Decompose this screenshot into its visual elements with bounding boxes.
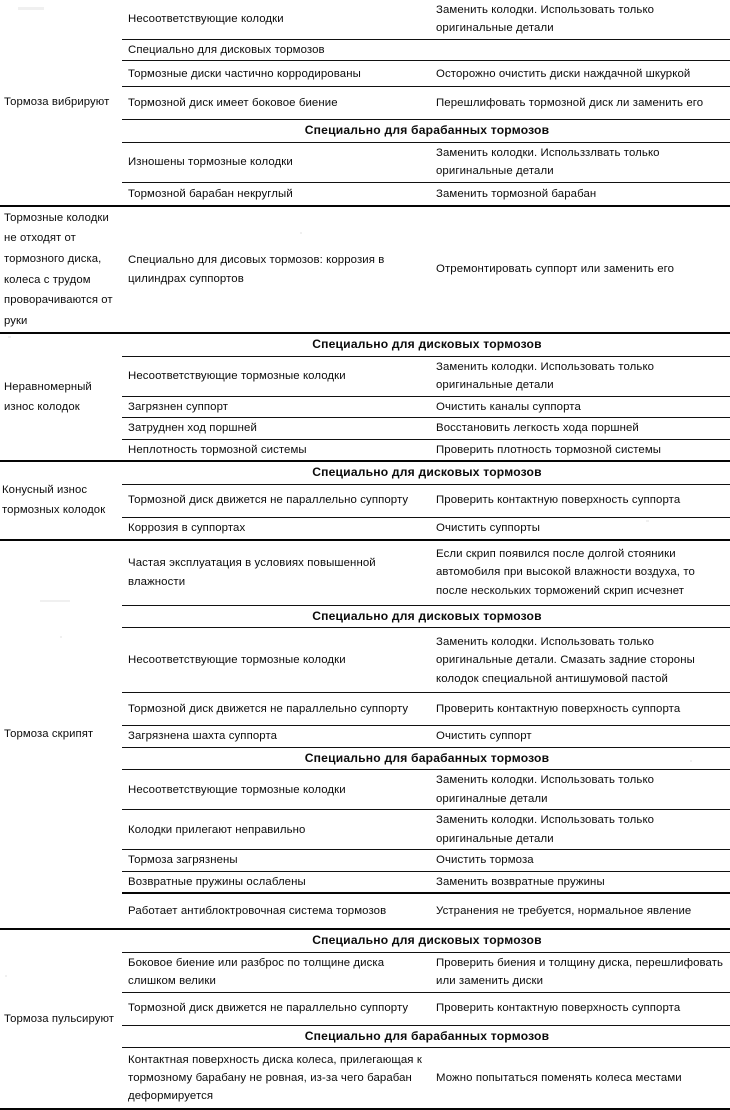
remedy-cell: Очистить тормоза — [430, 850, 730, 871]
remedy-cell: Заменить колодки. Использовать только оригинальные детали. Смазать задние стороны колодок специальной антишумовой пастой — [430, 628, 730, 693]
section-header-drum: Специально для барабанных тормозов — [122, 747, 730, 770]
section-header-drum: Специально для барабанных тормозов — [122, 1025, 730, 1048]
section-header-disc: Специально для дисковых тормозов — [122, 605, 730, 628]
table-row-section — [0, 929, 730, 952]
cause-cell: Тормоза загрязнены — [122, 850, 430, 871]
remedy-cell: Проверить контактную поверхность суппорта — [430, 484, 730, 517]
remedy-cell: Проверить плотность тормозной системы — [430, 439, 730, 461]
symptom-cell-1: Тормоза вибрируют — [4, 96, 110, 109]
remedy-cell: Проверить контактную поверхность суппорта — [430, 693, 730, 726]
cause-cell: Несоответствующие тормозные колодки — [122, 628, 430, 693]
section-header-spacer — [430, 39, 730, 60]
remedy-cell: Очистить каналы суппорта — [430, 396, 730, 417]
remedy-cell: Очистить суппорты — [430, 517, 730, 540]
section-header-drum: Специально для барабанных тормозов — [122, 120, 730, 143]
symptom-cell-3: Неравномерный износ колодок — [0, 333, 122, 461]
cause-cell: Тормозные диски частично корродированы — [122, 61, 430, 87]
remedy-cell: Заменить колодки. Использовать только оригинальные детали — [436, 4, 655, 35]
symptom-cell-5: Тормоза скрипят — [0, 540, 122, 929]
cause-cell: Загрязнена шахта суппорта — [122, 726, 430, 747]
remedy-cell: Заменить колодки. Использовать только оригинальные детали — [430, 810, 730, 850]
cause-cell: Несоответствующие тормозные колодки — [122, 770, 430, 810]
remedy-cell: Устранения не требуется, нормальное явление — [430, 893, 730, 929]
remedy-cell: Заменить возвратные пружины — [430, 871, 730, 893]
remedy-cell: Очистить суппорт — [430, 726, 730, 747]
remedy-cell: Заменить тормозной барабан — [430, 182, 730, 206]
remedy-cell: Заменить колодки. Использовать только оригиналные детали — [430, 770, 730, 810]
remedy-cell: Заменить колодки. Использзлвать только оригинальные детали — [430, 142, 730, 182]
remedy-cell: Отремонтировать суппорт или заменить его — [430, 206, 730, 333]
cause-cell: Затруднен ход поршней — [122, 418, 430, 439]
remedy-cell: Проверить контактную поверхность суппорта — [430, 992, 730, 1025]
table-row-section — [0, 333, 730, 356]
table-row — [0, 540, 730, 606]
cause-cell: Тормозной барабан некруглый — [122, 182, 430, 206]
remedy-cell: Можно попытаться поменять колеса местами — [430, 1048, 730, 1110]
cause-cell: Несоответствующие тормозные колодки — [122, 356, 430, 396]
cause-cell: Работает антиблоктровочная система тормозов — [122, 893, 430, 929]
section-header-disc: Специально для дисковых тормозов — [122, 39, 430, 60]
cause-cell: Неплотность тормозной системы — [122, 439, 430, 461]
cause-cell: Возвратные пружины ослаблены — [122, 871, 430, 893]
remedy-cell: Заменить колодки. Использовать только оригинальные детали — [430, 356, 730, 396]
cause-cell: Частая эксплуатация в условиях повышенной влажности — [122, 540, 430, 606]
cause-cell: Тормозной диск имеет боковое биение — [122, 87, 430, 120]
section-header-disc: Специально для дисковых тормозов — [122, 929, 730, 952]
cause-cell: Контактная поверхность диска колеса, прилегающая к тормозному барабану не ровная, из-за чего барабан деформируется — [122, 1048, 430, 1110]
table-row — [0, 206, 730, 333]
remedy-cell: Проверить биения и толщину диска, перешлифовать или заменить диски — [430, 952, 730, 992]
section-header-disc: Специально для дисковых тормозов — [122, 461, 730, 484]
cause-cell: Тормозной диск движется не параллельно суппорту — [122, 693, 430, 726]
cause-cell: Специально для дисовых тормозов: коррозия в цилиндрах суппортов — [122, 206, 430, 333]
remedy-cell: Осторожно очистить диски наждачной шкуркой — [430, 61, 730, 87]
cause-cell: Загрязнен суппорт — [122, 396, 430, 417]
remedy-cell: Если скрип появился после долгой стояники автомобиля при высокой влажности воздуха, то после нескольких торможений скрип исчезнет — [430, 540, 730, 606]
symptom-cell-2: Тормозные колодки не отходят от тормозного диска, колеса с трудом проворачиваются от руки — [0, 206, 122, 333]
section-header-disc: Специально для дисковых тормозов — [122, 333, 730, 356]
remedy-cell: Восстановить легкость хода поршней — [430, 418, 730, 439]
cause-cell: Несоответствующие колодки — [128, 13, 284, 26]
cause-cell: Колодки прилегают неправильно — [122, 810, 430, 850]
remedy-cell: Перешлифовать тормозной диск ли заменить его — [430, 87, 730, 120]
cause-cell: Тормозной диск движется не параллельно суппорту — [122, 484, 430, 517]
symptom-cell-6: Тормоза пульсируют — [0, 929, 122, 1109]
cause-cell: Изношены тормозные колодки — [122, 142, 430, 182]
cause-cell: Боковое биение или разброс по толщине диска слишком велики — [122, 952, 430, 992]
table-row-section — [0, 461, 730, 484]
cause-cell: Тормозной диск движется не параллельно суппорту — [122, 992, 430, 1025]
table-row — [0, 0, 730, 39]
cause-cell: Коррозия в суппортах — [122, 517, 430, 540]
symptom-cell-4: Конусный износ тормозных колодок — [0, 461, 122, 540]
